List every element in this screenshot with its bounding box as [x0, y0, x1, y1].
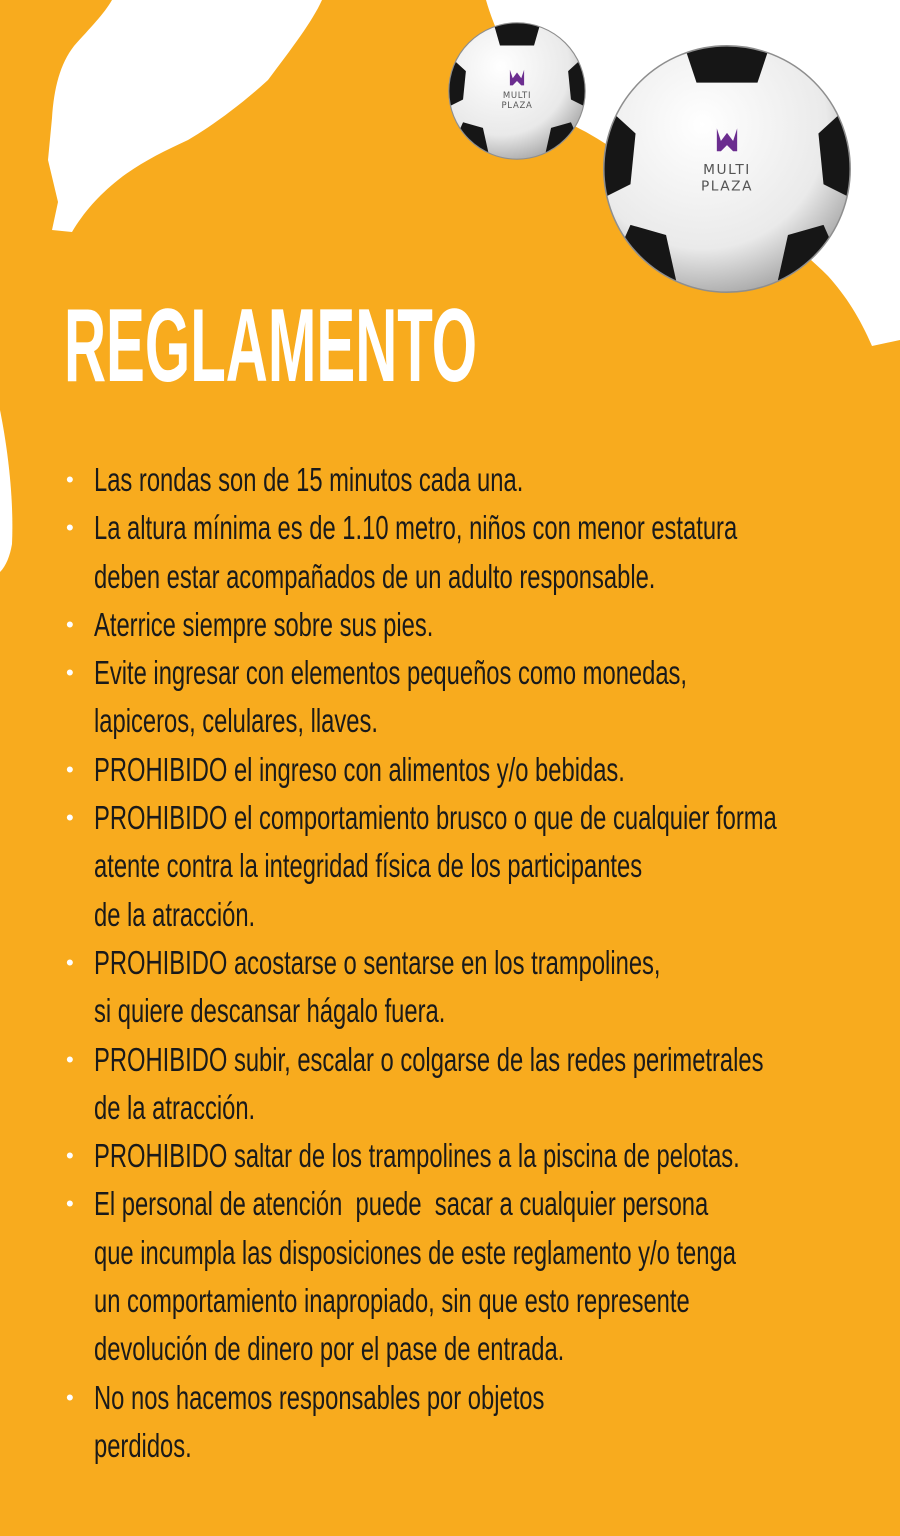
- logo-text-multi: MULTI: [703, 162, 751, 179]
- bullet-icon: •: [66, 660, 74, 686]
- rule-item: [0, 504, 900, 601]
- rule-text-line: perdidos.: [94, 1426, 192, 1464]
- rule-item: [0, 601, 900, 649]
- rule-item: [0, 1036, 900, 1133]
- rule-text-line: atente contra la integridad física de los participantes: [94, 847, 643, 885]
- rule-text-line: La altura mínima es de 1.10 metro, niños con menor estatura: [94, 509, 738, 547]
- bullet-icon: •: [66, 1143, 74, 1169]
- rule-text-line: devolución de dinero por el pase de entrada.: [94, 1330, 565, 1368]
- rule-text-line: deben estar acompañados de un adulto responsable.: [94, 557, 656, 595]
- rule-text-line: PROHIBIDO acostarse o sentarse en los trampolines,: [94, 943, 661, 981]
- rule-text-line: un comportamiento inapropiado, sin que esto represente: [94, 1282, 690, 1320]
- rule-text-line: de la atracción.: [94, 895, 256, 933]
- soccer-ball-small-icon: [446, 20, 588, 162]
- rule-text-line: PROHIBIDO subir, escalar o colgarse de las redes perimetrales: [94, 1040, 764, 1078]
- rule-item: [0, 1180, 900, 1373]
- bullet-icon: •: [66, 949, 74, 975]
- rule-item: [0, 649, 900, 746]
- rule-item: [0, 456, 900, 504]
- bullet-icon: •: [66, 467, 74, 492]
- white-splash-top-left: [0, 0, 322, 232]
- bullet-icon: •: [66, 611, 74, 637]
- logo-text-multi: MULTI: [502, 91, 532, 102]
- bullet-icon: •: [66, 1384, 74, 1410]
- rule-text-line: que incumpla las disposiciones de este reglamento y/o tenga: [94, 1233, 736, 1271]
- rule-text-line: No nos hacemos responsables por objetos: [94, 1378, 545, 1416]
- rule-text-line: Las rondas son de 15 minutos cada una.: [94, 461, 524, 498]
- rule-text-line: si quiere descansar hágalo fuera.: [94, 992, 446, 1030]
- page-title: REGLAMENTO: [64, 288, 478, 404]
- rule-text-line: PROHIBIDO el comportamiento brusco o que de cualquier forma: [94, 799, 777, 837]
- bullet-icon: •: [66, 805, 74, 831]
- rule-text-line: Aterrice siempre sobre sus pies.: [94, 605, 434, 643]
- rule-text-line: PROHIBIDO saltar de los trampolines a la piscina de pelotas.: [94, 1137, 740, 1175]
- soccer-ball-large-icon: [600, 42, 854, 296]
- rule-text-line: Evite ingresar con elementos pequeños como monedas,: [94, 654, 688, 692]
- rule-item: [0, 1132, 900, 1180]
- rule-item: [0, 1374, 900, 1471]
- rule-text-line: PROHIBIDO el ingreso con alimentos y/o bebidas.: [94, 750, 625, 788]
- rule-text-line: lapiceros, celulares, llaves.: [94, 702, 378, 740]
- rules-list: [0, 456, 900, 1470]
- rule-item: [0, 794, 900, 939]
- rule-item: [0, 746, 900, 794]
- bullet-icon: •: [66, 1046, 74, 1072]
- rule-text-line: El personal de atención puede sacar a cualquier persona: [94, 1185, 709, 1223]
- logo-text-plaza: PLAZA: [501, 101, 533, 112]
- rule-item: [0, 939, 900, 1036]
- logo-text-plaza: PLAZA: [701, 178, 753, 195]
- bullet-icon: •: [66, 756, 74, 782]
- rule-text-line: de la atracción.: [94, 1088, 256, 1126]
- bullet-icon: •: [66, 1191, 74, 1217]
- bullet-icon: •: [66, 515, 74, 541]
